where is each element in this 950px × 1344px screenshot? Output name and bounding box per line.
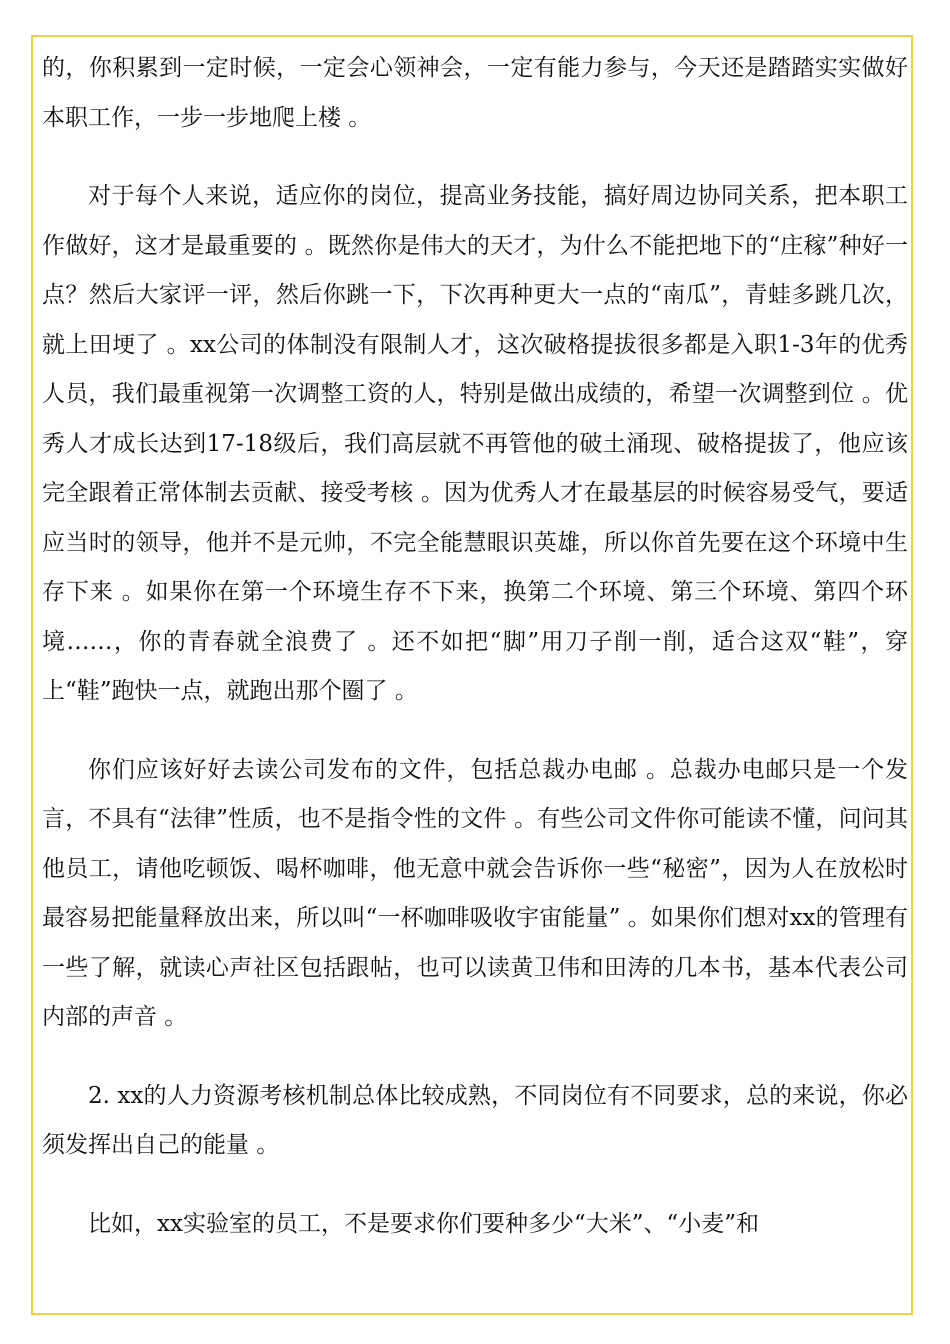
paragraph-adapt-to-position: 对于每个人来说，适应你的岗位，提高业务技能，搞好周边协同关系，把本职工作做好，这才是最重要的 。既然你是伟大的天才，为什么不能把地下的“庄稼”种好一点？然后大家评一评，然后你跳一下，下次再种更大一点的“南瓜”，青蛙多跳几次，就上田埂了 。xx公司的体制没有限制人才，这次破格提拔很多都是入职1-3年的优秀人员，我们最重视第一次调整工资的人，特别是做出成绩的，希望一次调整到位 。优秀人才成长达到17-18级后，我们高层就不再管他的破土涌现、破格提拔了，他应该完全跟着正常体制去贡献、接受考核 。因为优秀人才在最基层的时候容易受气，要适应当时的领导，他并不是元帅，不完全能慧眼识英雄，所以你首先要在这个环境中生存下来 。如果你在第一个环境生存不下来，换第二个环境、第三个环境、第四个环境……，你的青春就全浪费了 。还不如把“脚”用刀子削一削，适合这双“鞋”，穿上“鞋”跑快一点，就跑出那个圈了 。: [42, 183, 908, 704]
paragraph-hr-assessment: 2. xx的人力资源考核机制总体比较成熟，不同岗位有不同要求，总的来说，你必须发挥出自己的能量 。: [42, 1082, 908, 1158]
document-body: [42, 44, 908, 1278]
paragraph-read-company-documents: 你们应该好好去读公司发布的文件，包括总裁办电邮 。总裁办电邮只是一个发言，不具有“法律”性质，也不是指令性的文件 。有些公司文件你可能读不懂，问问其他员工，请他吃顿饭、喝杯咖啡，他无意中就会告诉你一些“秘密”，因为人在放松时最容易把能量释放出来，所以叫“一杯咖啡吸收宇宙能量” 。如果你们想对xx的管理有一些了解，就读心声社区包括跟帖，也可以读黄卫伟和田涛的几本书，基本代表公司内部的声音 。: [42, 756, 908, 1030]
paragraph-lab-example: 比如，xx实验室的员工，不是要求你们要种多少“大米”、“小麦”和: [88, 1210, 759, 1237]
paragraph-continuation: 的，你积累到一定时候，一定会心领神会，一定有能力参与，今天还是踏踏实实做好本职工作，一步一步地爬上楼 。: [42, 55, 908, 131]
